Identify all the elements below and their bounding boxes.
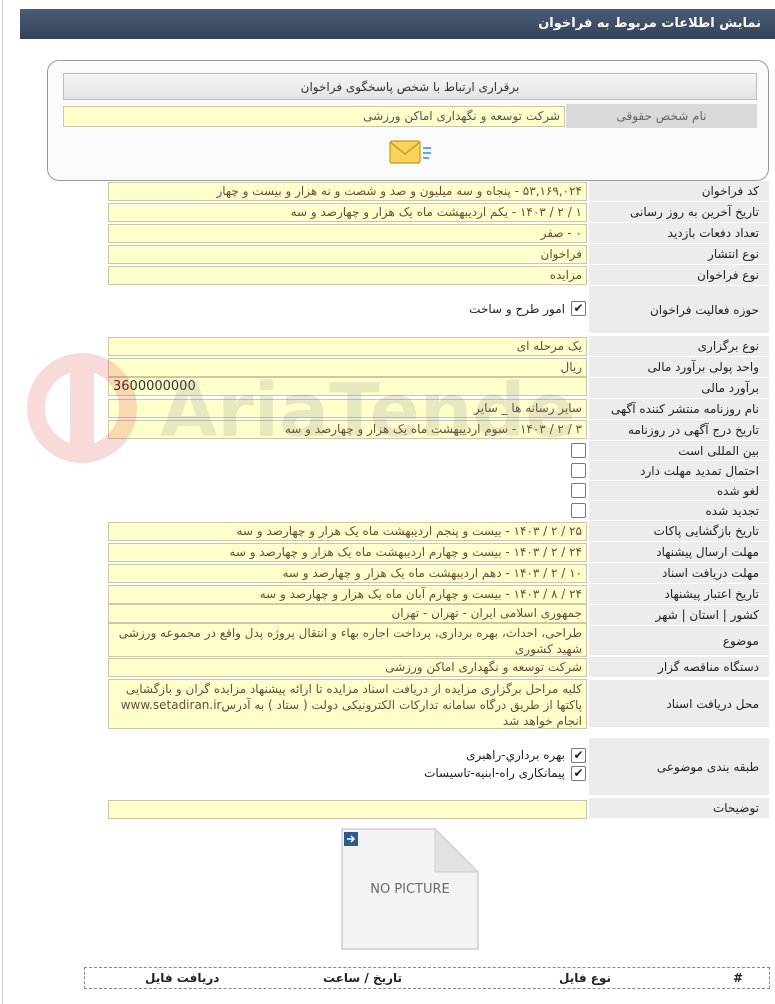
page-left-border [2,0,3,1004]
estimate-label: برآورد مالی [589,378,769,399]
doc-col-datetime: تاریخ / ساعت [323,971,403,985]
category-item-1: بهره برداري-راهبری [466,748,565,762]
renewed-label: تجدید شده [589,501,769,521]
extension-label: احتمال تمدید مهلت دارد [589,461,769,481]
holding-type-label: نوع برگزاری [589,336,769,357]
validity-value: ۲۴ / ۸ / ۱۴۰۳ - بیست و چهارم آبان ماه یک هزار و چهارصد و سه [108,585,587,604]
renewed-checkbox[interactable] [571,503,586,518]
submit-deadline-value: ۲۴ / ۲ / ۱۴۰۳ - بیست و چهارم اردیبهشت ماه یک هزار و چهارصد و سه [108,543,587,562]
doc-deadline-value: ۱۰ / ۲ / ۱۴۰۳ - دهم اردیبهشت ماه یک هزار و چهارصد و سه [108,564,587,583]
category-item-2: پیمانکاری راه-ابنیه-تاسیسات [424,766,565,780]
subject-value: طراحی، احداث، بهره برداری، پرداخت اجاره بهاء و انتقال پروژه پدل واقع در مجموعه ورزشی شهید کشوری [108,623,587,657]
doc-col-download: دریافت فایل [145,971,220,985]
publish-type-value: فراخوان [108,245,587,264]
legal-person-value: شرکت توسعه و نگهداری اماکن ورزشی [63,106,565,127]
call-code-value: ۵۳,۱۶۹,۰۲۴ - پنجاه و سه میلیون و صد و شصت و نه هزار و بیست و چهار [108,182,587,201]
organizer-label: دستگاه مناقصه گزار [589,657,769,678]
submit-deadline-label: مهلت ارسال پیشنهاد [589,542,769,563]
no-picture-image [340,827,480,951]
international-checkbox[interactable] [571,443,586,458]
cancelled-label: لغو شده [589,481,769,501]
doc-col-index: # [732,971,743,985]
location-label: کشور | استان | شهر [589,605,769,626]
newspaper-label: نام روزنامه منتشر کننده آگهی [589,399,769,420]
call-type-label: نوع فراخوان [589,265,769,286]
international-label: بین المللی است [589,441,769,461]
call-type-value: مزایده [108,266,587,285]
doc-place-label: محل دریافت اسناد [589,680,769,728]
activity-area-checkbox[interactable]: ✔ [571,301,586,316]
subject-label: موضوع [589,626,769,656]
envelope-date-label: تاریخ بازگشایی پاکات [589,521,769,542]
last-update-label: تاریخ آخرین به روز رسانی [589,202,769,223]
validity-label: تاریخ اعتبار پیشنهاد [589,584,769,605]
publish-type-label: نوع انتشار [589,244,769,265]
extension-checkbox[interactable] [571,463,586,478]
doc-place-value: کلیه مراحل برگزاری مزایده از دریافت اسناد مزایده تا ارائه پیشنهاد مزایده گران و بازگشایی پاکتها از طریق درگاه سامانه تدارکات الکترونیکی دولت ( ستاد ) به آدرسwww.setadiran.ir انجام خواهد شد [108,679,587,729]
call-code-label: کد فراخوان [589,181,769,202]
location-value: جمهوری اسلامی ایران - تهران - تهران [108,604,587,623]
last-update-value: ۱ / ۲ / ۱۴۰۳ - یکم اردیبهشت ماه یک هزار و چهارصد و سه [108,203,587,222]
category-label: طبقه بندی موضوعی [589,738,769,796]
currency-value: ریال [108,358,587,377]
visits-value: ۰ - صفر [108,224,587,243]
visits-label: تعداد دفعات بازدید [589,223,769,244]
category-checkbox-2[interactable]: ✔ [571,766,586,781]
newspaper-date-value: ۳ / ۲ / ۱۴۰۳ - سوم اردیبهشت ماه یک هزار و چهارصد و سه [108,420,587,439]
organizer-value: شرکت توسعه و نگهداری اماکن ورزشی [108,658,587,677]
notes-value [108,800,587,819]
category-checkbox-1[interactable]: ✔ [571,748,586,763]
page-title: نمایش اطلاعات مربوط به فراخوان [20,9,775,39]
doc-deadline-label: مهلت دریافت اسناد [589,563,769,584]
envelope-date-value: ۲۵ / ۲ / ۱۴۰۳ - بیست و پنجم اردیبهشت ماه یک هزار و چهارصد و سه [108,522,587,541]
notes-label: توضیحات [589,798,769,819]
contact-responder-button[interactable]: برقراری ارتباط با شخص پاسخگوی فراخوان [63,73,757,100]
holding-type-value: یک مرحله ای [108,337,587,356]
mail-icon[interactable] [388,138,432,168]
newspaper-value: سایر رسانه ها _ سایر [108,399,587,418]
doc-col-file-type: نوع فایل [559,971,611,985]
activity-area-item: امور طرح و ساخت [469,302,565,316]
documents-table-header [84,967,770,989]
estimate-value: 3600000000 [108,377,587,396]
legal-person-label: نام شخص حقوقی [566,104,757,128]
activity-area-label: حوزه فعالیت فراخوان [589,286,769,334]
newspaper-date-label: تاریخ درج آگهی در روزنامه [589,420,769,441]
currency-label: واحد پولی برآورد مالی [589,357,769,378]
no-picture-text: NO PICTURE [370,882,450,897]
cancelled-checkbox[interactable] [571,483,586,498]
